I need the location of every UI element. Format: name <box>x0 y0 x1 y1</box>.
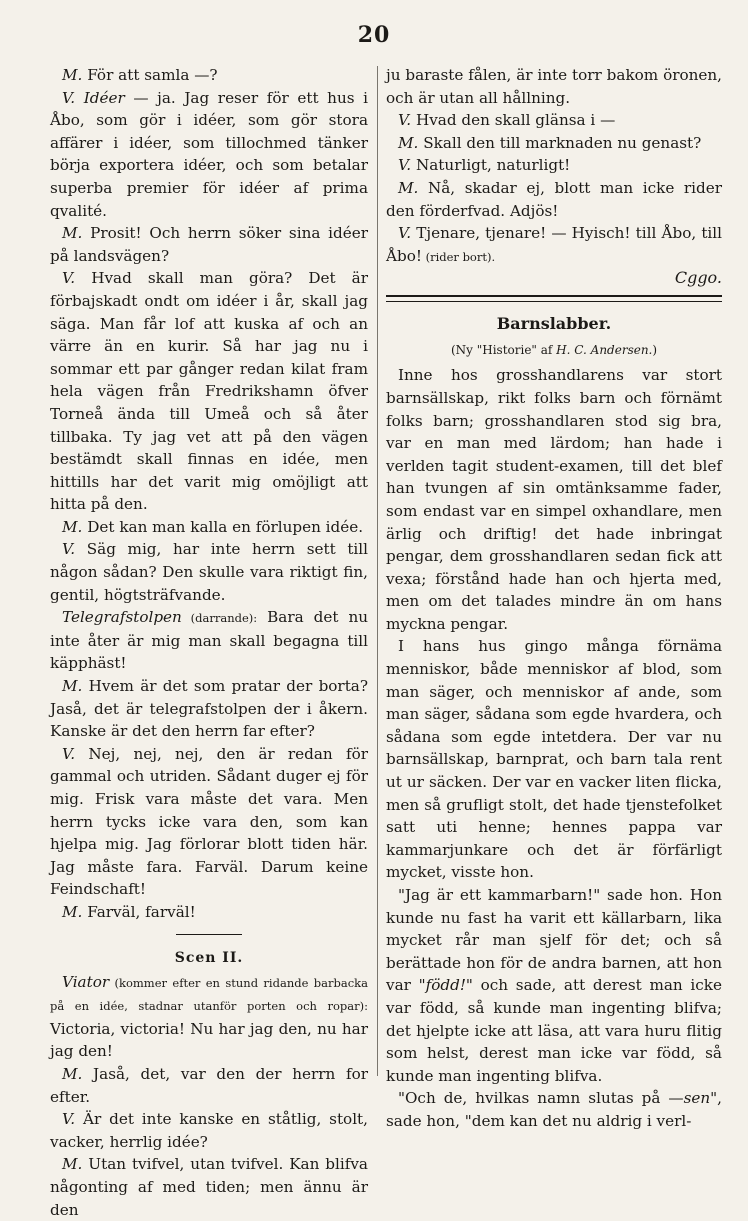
dialogue-line: V. Nej, nej, nej, den är redan för gammal och utriden. Sådant duger ej för mig. Frisk vara måste det vara. Men herrn tycks icke vara den, som kan hjelpa mig. Jag förlorar blott tiden här. Jag måste fara. Farväl. Darum keine Feindschaft! <box>50 744 368 899</box>
speaker: M. <box>62 902 83 921</box>
article-title: Barnslabber. <box>496 314 612 334</box>
speaker: V. <box>398 224 412 243</box>
dialogue-line: V. Hvad den skall glänsa i — <box>398 111 616 130</box>
speaker: V. <box>62 88 76 107</box>
dialogue-line: V. Är det inte kanske en ståtlig, stolt, vacker, herrlig idée? <box>50 1110 368 1151</box>
speaker: Viator <box>62 972 110 991</box>
article-separator <box>386 295 722 302</box>
author-signature: Cggo. <box>674 268 722 288</box>
dialogue-line: Telegrafstolpen (darrande): Bara det nu inte åter är mig man skall begagna till käpphäst! <box>50 608 369 673</box>
speaker: M. <box>62 677 83 696</box>
speaker: V. <box>62 540 76 559</box>
article-paragraph: I hans hus gingo många förnäma menniskor, både menniskor af blod, som man säger, och menniskor af ande, som man säger, sådana som egde hvardera, och sådana som egde intetdera. Der var nu barnsällskap, barnprat, och barn tala rent ut ur säcken. Der var en vacker liten flicka, men så grufligt stolt, det hade tjenstefolket satt uti henne; hennes pappa var kammarjunkare och det är förfärligt mycket, visste hon. <box>386 637 722 882</box>
dialogue-line: Viator (kommer efter en stund ridande barbacka på en idée, stadnar utanför porten och ropar): Victoria, victoria! Nu har jag den, nu har jag den! <box>50 972 368 1061</box>
article-paragraph: "Jag är ett kammarbarn!" sade hon. Hon kunde nu fast ha varit ett källarbarn, lika mycket rår man sjelf för det; och så berättade hon för de andra barnen, att hon var "född!" och sade, att derest man icke var född, så kunde man ingenting blifva; det hjelpte icke att läsa, att vara huru flitig som helst, derest man icke var född, så kunde man ingenting blifva. <box>386 886 722 1085</box>
speaker: V. <box>62 744 76 763</box>
section-rule <box>176 934 242 935</box>
article-paragraph: Inne hos grosshandlarens var stort barnsällskap, rikt folks barn och förnämt folks barn; grosshandlaren stod sig bra, var en man med lärdom; han hade i verlden tagit student-examen, till det blef han tvungen af sin omtänksamme fader, som endast var en simpel oxhandlare, men ärlig och driftig! det hade inbringat pengar, dem grosshandlaren sedan fick att vexa; förstånd hade han och hjerta med, men om det talades mindre än om hans myckna pengar. <box>386 366 722 633</box>
dialogue-line: M. Nå, skadar ej, blott man icke rider den förderfvad. Adjös! <box>386 178 722 220</box>
column-divider <box>377 66 378 1076</box>
left-column <box>50 64 368 1221</box>
speaker: V. <box>398 156 412 175</box>
dialogue-line: M. Skall den till marknaden nu genast? <box>398 133 702 152</box>
dialogue-line: M. Farväl, farväl! <box>62 902 196 921</box>
speaker: V. <box>62 269 76 288</box>
page-number: 20 <box>357 22 391 48</box>
dialogue-line: V. Tjenare, tjenare! — Hyisch! till Åbo, till Åbo! (rider bort). <box>386 224 722 265</box>
speaker: M. <box>62 1064 83 1083</box>
dialogue-line: V. Idéer — ja. Jag reser för ett hus i Åbo, som gör i idéer, som gör stora affärer i idéer, som tillochmed tänker börja exportera idéer, och som betalar superba premier för idéer af prima qvalité. <box>50 88 368 220</box>
dialogue-line: M. Prosit! Och herrn söker sina idéer på landsvägen? <box>50 224 368 265</box>
speaker: V. <box>398 111 412 130</box>
speaker: V. <box>62 1110 76 1129</box>
dialogue-line: M. För att samla —? <box>62 66 218 84</box>
speaker: M. <box>62 1155 83 1174</box>
dialogue-line: ju baraste fålen, är inte torr bakom öronen, och är utan all hållning. <box>386 66 722 107</box>
speaker: M. <box>398 178 419 197</box>
dialogue-line: M. Det kan man kalla en förlupen idée. <box>62 517 364 536</box>
stage-direction: (darrande): <box>181 611 258 626</box>
dialogue-line: M. Hvem är det som pratar der borta? Jaså, det är telegrafstolpen der i åkern. Kanske är det den herrn far efter? <box>50 677 368 741</box>
article-paragraph: "Och de, hvilkas namn slutas på —sen", sade hon, "dem kan det nu aldrig i verl- <box>386 1089 722 1130</box>
speaker: Telegrafstolpen <box>62 608 182 627</box>
speaker: M. <box>62 517 83 536</box>
speaker: M. <box>62 66 83 84</box>
dialogue-line: V. Hvad skall man göra? Det är förbajskadt ondt om idéer i år, skall jag säga. Man får lof att kuska af och an värre än en kurir. Så har jag nu i sommar ett par gånger redan kilat fram hela vägen från Fredrikshamn öfver Torneå ända till Umeå och så åter tillbaka. Ty jag vet att på den vägen bestämdt skall finnas en idée, men hittills har det varit mig omöjligt att hitta på den. <box>50 269 368 514</box>
article-subtitle: (Ny "Historie" af H. C. Andersen.) <box>450 343 658 358</box>
speaker: M. <box>62 224 83 243</box>
stage-direction: (rider bort). <box>421 249 496 264</box>
dialogue-line: V. Naturligt, naturligt! <box>398 156 571 175</box>
dialogue-line: M. Jaså, det, var den der herrn for efter. <box>50 1064 368 1106</box>
dialogue-line: V. Säg mig, har inte herrn sett till någon sådan? Den skulle vara riktigt fin, gentil, högtsträfvande. <box>50 540 368 604</box>
stage-direction: (kommer efter en stund ridande barbacka på en idée, stadnar utanför porten och ropar): <box>50 975 368 1014</box>
scene-heading: Scen II. <box>174 949 244 966</box>
speaker: M. <box>398 133 419 152</box>
dialogue-line: M. Utan tvifvel, utan tvifvel. Kan blifva någonting af med tiden; men ännu är den <box>50 1155 368 1219</box>
right-column <box>386 64 722 1133</box>
